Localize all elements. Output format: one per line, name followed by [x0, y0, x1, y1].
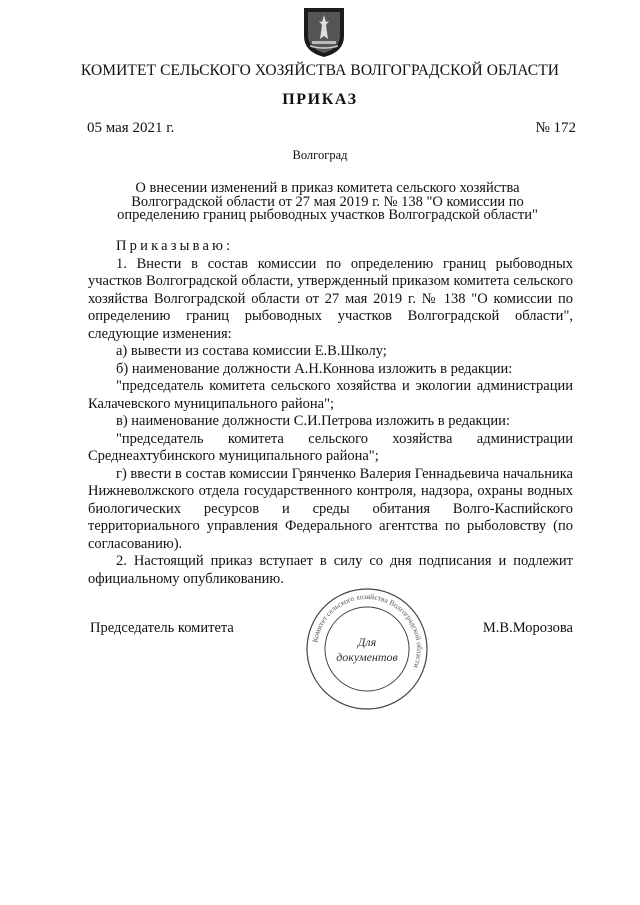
item-v-text: "председатель комитета сельского хозяйства администрации Среднеахтубинского муниципального района"; [88, 430, 573, 464]
document-city: Волгоград [292, 148, 348, 162]
item-b: б) наименование должности А.Н.Коннова изложить в редакции: [116, 360, 513, 377]
organization-name: КОМИТЕТ СЕЛЬСКОГО ХОЗЯЙСТВА ВОЛГОГРАДСКОЙ ОБЛАСТИ [80, 62, 560, 79]
document-type-title: ПРИКАЗ [282, 91, 358, 108]
paragraph-1: 1. Внести в состав комиссии по определению границ рыбоводных участков Волгоградской области, утвержденный приказом комитета сельского хозяйства Волгоградской области от 27 мая 2019 г. № 138 "О комиссии по определению границ рыбоводных участков Волгоградской области", следующие изменения: [88, 255, 573, 342]
stamp-ring-text: Комитет сельского хозяйства Волгоградской области [310, 591, 425, 670]
item-g: г) ввести в состав комиссии Грянченко Валерия Геннадьевича начальника Нижневолжского отдела государственного контроля, надзора, охраны водных биологических ресурсов и среды обитания Волго-Каспийского территориального управления Федерального агентства по рыболовству (по согласованию). [88, 465, 573, 552]
document-subject: О внесении изменений в приказ комитета сельского хозяйства Волгоградской области от 27 мая 2019 г. № 138 "О комиссии по определению границ рыбоводных участков Волгоградской области" [117, 180, 538, 223]
official-stamp [304, 586, 430, 712]
signatory-name: М.В.Морозова [482, 620, 573, 636]
signatory-role: Председатель комитета [90, 620, 234, 636]
volgograd-coat-of-arms-icon [302, 6, 346, 58]
coat-of-arms-emblem [302, 6, 346, 58]
paragraph-2: 2. Настоящий приказ вступает в силу со дня подписания и подлежит официальному опубликованию. [88, 553, 573, 587]
document-number: № 172 [535, 120, 576, 136]
document-body [88, 238, 573, 588]
stamp-center-line2: документов [336, 650, 398, 664]
item-a: а) вывести из состава комиссии Е.В.Школу; [116, 343, 387, 359]
item-v: в) наименование должности С.И.Петрова изложить в редакции: [116, 413, 510, 429]
document-date: 05 мая 2021 г. [87, 120, 175, 136]
stamp-center-line1: Для [357, 635, 377, 649]
item-b-text: "председатель комитета сельского хозяйства и экологии администрации Калачевского муниципального района"; [88, 378, 573, 412]
stamp-seal-icon [304, 586, 430, 712]
order-word: Приказываю: [116, 238, 234, 254]
